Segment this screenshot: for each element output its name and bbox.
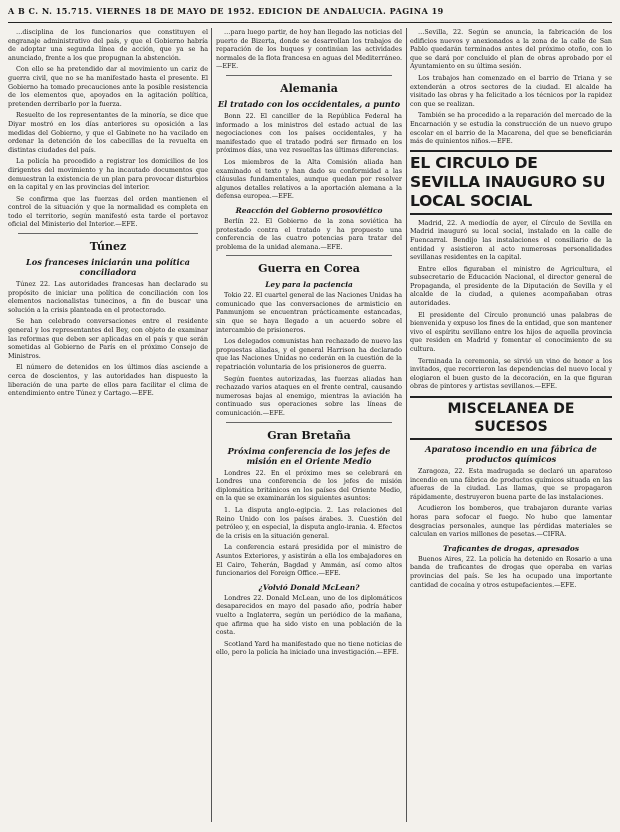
subheadline-corea: Ley para la paciencia <box>265 280 353 290</box>
subheadline-drogas: Traficantes de drogas, apresados <box>443 543 579 553</box>
article-paragraph: El presidente del Círculo pronunció unas palabras de bienvenida y expuso los fines de la entidad, que son mantener vivo el espíritu sevillano entre los hijos de aquella provincia que residen en Madrid y fomentar el conocimiento de su cultura. <box>410 310 612 354</box>
column-1 <box>8 28 208 822</box>
article-paragraph: Túnez 22. Las autoridades francesas han declarado su propósito de iniciar una política de conciliación con los elementos nacionalistas tunecinos, a fin de buscar una solución a la crisis planteada en el protectorado. <box>8 280 208 314</box>
column-2 <box>216 28 402 822</box>
page-header: A B C. N. 15.715. VIERNES 18 DE MAYO DE 1952. EDICION DE ANDALUCIA. PAGINA 19 <box>8 6 444 16</box>
article-paragraph: Los trabajos han comenzado en el barrio de Triana y se extenderán a otros sectores de la ciudad. El alcalde ha visitado las obras y ha felicitado a los técnicos por la rapidez con que se realizan. <box>410 73 612 108</box>
article-paragraph: Buenos Aires, 22. La policía ha detenido en Rosario a una banda de traficantes de drogas que operaba en varias provincias del país. Se les ha ocupado una importante cantidad de cocaína y otros estupefacientes.—EFE. <box>410 554 612 589</box>
headline-alemania: El tratado con los occidentales, a punto <box>217 98 401 109</box>
column-rule <box>406 28 407 822</box>
article-paragraph: Londres 22. En el próximo mes se celebrará en Londres una conferencia de los jefes de misión diplomática británicos en los países del Oriente Medio, en la que se examinarán los siguientes asuntos: <box>216 468 402 503</box>
article-paragraph: 1. La disputa anglo-egipcia. 2. Las relaciones del Reino Unido con los países árabes. 3. Cuestión del petróleo y, en especial, la disputa anglo-irania. 4. Efectos de la crisis en la situación general. <box>216 505 402 540</box>
article-paragraph: Tokio 22. El cuartel general de las Naciones Unidas ha comunicado que las conversaciones de armisticio en Panmunjom se encuentran prácticamente estancadas, sin que se haya llegado a un acuerdo sobre el intercambio de prisioneros. <box>216 291 402 334</box>
article-paragraph: Se han celebrado conversaciones entre el residente general y los representantes del Bey, con objeto de examinar las reformas que deben ser aplicadas en el país y que serán sometidas al Gobierno de París en el próximo Consejo de Ministros. <box>8 317 208 360</box>
article-paragraph: Acudieron los bomberos, que trabajaron durante varias horas para sofocar el fuego. No hubo que lamentar desgracias personales, aunque las pérdidas materiales se calculan en varios millones de pesetas.—CIFRA. <box>410 504 612 539</box>
headline-gran-bretana: Próxima conferencia de los jefes de misión en el Oriente Medio <box>227 445 391 466</box>
article-paragraph: Zaragoza, 22. Esta madrugada se declaró un aparatoso incendio en una fábrica de productos químicos situada en las afueras de la ciudad. Las llamas, que se propagaron rápidamente, destruyeron buena parte de las instalaciones. <box>410 467 612 501</box>
article-paragraph: …para luego partir, de hoy han llegado las noticias del puerto de Bizerta, donde se desarrollan los trabajos de reparación de los buques y continúan las actividades normales de la flota francesa en aguas del Mediterráneo.—EFE. <box>216 28 402 71</box>
article-paragraph: Con ello se ha pretendido dar al movimiento un cariz de guerra civil, que no se ha manifestado hasta el presente. El Gobierno ha tomado precauciones ante la posible resistencia de los elementos que, apoyados en la agitación política, pretenden derribarlo por la fuerza. <box>8 65 208 108</box>
section-divider <box>226 255 392 256</box>
article-paragraph: La conferencia estará presidida por el ministro de Asuntos Exteriores, y asistirán a ella los embajadores en El Cairo, Teherán, Bagdad y Ammán, así como altos funcionarios del Foreign Office.—EFE. <box>216 543 402 578</box>
section-divider <box>226 75 392 76</box>
header-rule <box>8 22 612 23</box>
article-paragraph: Berlín 22. El Gobierno de la zona soviética ha protestado contra el tratado y ha propuesto una conferencia de las cuatro potencias para tratar del problema de la unidad alemana.—EFE. <box>216 216 402 251</box>
article-paragraph: …Sevilla, 22. Según se anuncia, la fabricación de los edificios nuevos y anexionados a la zona de la calle de San Pablo quedarán terminados antes del próximo otoño, con lo que se dará por concluido el plan de obras aprobado por el Ayuntamiento en su última sesión. <box>410 28 612 71</box>
headline-tunez: Los franceses iniciarán una política conciliadora <box>26 257 190 278</box>
headline-miscelanea: MISCELANEA DE SUCESOS <box>410 396 612 440</box>
section-title-corea: Guerra en Corea <box>258 262 360 276</box>
subheadline-reaccion: Reacción del Gobierno prosoviético <box>235 205 383 215</box>
article-paragraph: Londres 22. Donald McLean, uno de los diplomáticos desaparecidos en mayo del pasado año, podría haber vuelto a Inglaterra, según un periódico de la mañana, que afirma que ha sido visto en una población de la costa. <box>216 593 402 637</box>
headline-incendio: Aparatoso incendio en una fábrica de productos químicos <box>425 444 597 464</box>
article-paragraph: Se confirma que las fuerzas del orden mantienen el control de la situación y que la normalidad es completa en todo el territorio, según manifestó esta tarde el portavoz oficial del Ministerio del Interior.—EFE. <box>8 194 208 229</box>
column-3 <box>410 28 612 822</box>
section-divider <box>18 233 198 234</box>
headline-circulo-sevilla: EL CIRCULO DE SEVILLA INAUGURO SU LOCAL SOCIAL <box>410 150 612 215</box>
column-rule <box>211 28 212 822</box>
article-paragraph: Resuelto de los representantes de la minoría, se dice que Diyar mostró en los días anteriores su oposición a las medidas del Gobierno, y que el Gabinete no ha vacilado en ordenar la detención de los cabecillas de la revuelta en distintas ciudades del país. <box>8 111 208 154</box>
article-paragraph: Terminada la ceremonia, se sirvió un vino de honor a los invitados, que recorrieron las dependencias del nuevo local y elogiaron el buen gusto de la decoración, en la que figuran obras de pintores y artistas sevillanos.—EFE. <box>410 356 612 391</box>
article-paragraph: Bonn 22. El canciller de la República Federal ha informado a los ministros del estado actual de las negociaciones con los países occidentales, y ha manifestado que el tratado podrá ser firmado en los próximos días, una vez resueltas las últimas diferencias. <box>216 111 402 155</box>
section-divider <box>226 422 392 423</box>
section-title-tunez: Túnez <box>89 240 127 254</box>
article-paragraph: Entre ellos figuraban el ministro de Agricultura, el subsecretario de Educación Nacional, el director general de Propaganda, el presidente de la Diputación de Sevilla y el alcalde de la ciudad, a quienes acompañaban otras autoridades. <box>410 264 612 308</box>
article-paragraph: Los delegados comunistas han rechazado de nuevo las propuestas aliadas, y el general Harrison ha declarado que las Naciones Unidas no cederán en la cuestión de la repatriación voluntaria de los prisioneros de guerra. <box>216 337 402 372</box>
article-paragraph: …disciplina de los funcionarios que constituyen el engranaje administrativo del país, y que el Gobierno habría de adoptar una segunda línea de acción, que ya se ha anunciado, frente a los que propugnan la abstención. <box>8 28 208 62</box>
article-paragraph: Según fuentes autorizadas, las fuerzas aliadas han rechazado varios ataques en el frente central, causando numerosas bajas al enemigo, mientras la aviación ha continuado sus operaciones sobre las líneas de comunicación.—EFE. <box>216 374 402 417</box>
article-paragraph: Madrid, 22. A mediodía de ayer, el Círculo de Sevilla en Madrid inauguró su local social, instalado en la calle de Fuencarral. Bendijo las instalaciones el consiliario de la entidad y asistieron al acto numerosas personalidades sevillanas residentes en la capital. <box>410 218 612 262</box>
section-title-gran-bretana: Gran Bretaña <box>267 428 351 442</box>
article-paragraph: Scotland Yard ha manifestado que no tiene noticias de ello, pero la policía ha iniciado una investigación.—EFE. <box>216 639 402 657</box>
section-title-alemania: Alemania <box>280 81 338 95</box>
article-paragraph: Los miembros de la Alta Comisión aliada han examinado el texto y han dado su conformidad a las cláusulas fundamentales, aunque quedan por resolver algunos detalles relativos a la aportación alemana a la defensa europea.—EFE. <box>216 157 402 201</box>
subheadline-maclean: ¿Volvió Donald McLean? <box>258 582 360 592</box>
article-paragraph: La policía ha procedido a registrar los domicilios de los dirigentes del movimiento y ha incautado documentos que demuestran la existencia de un plan para provocar disturbios en la capital y en las provincias del interior. <box>8 157 208 192</box>
article-paragraph: También se ha procedido a la reparación del mercado de la Encarnación y se estudia la construcción de un nuevo grupo escolar en el barrio de la Macarena, del que se beneficiarán más de quinientos niños.—EFE. <box>410 111 612 146</box>
article-paragraph: El número de detenidos en los últimos días asciende a cerca de doscientos, y las autoridades han dispuesto la liberación de una parte de ellos para facilitar el clima de entendimiento entre Túnez y Cartago.—EFE. <box>8 363 208 398</box>
